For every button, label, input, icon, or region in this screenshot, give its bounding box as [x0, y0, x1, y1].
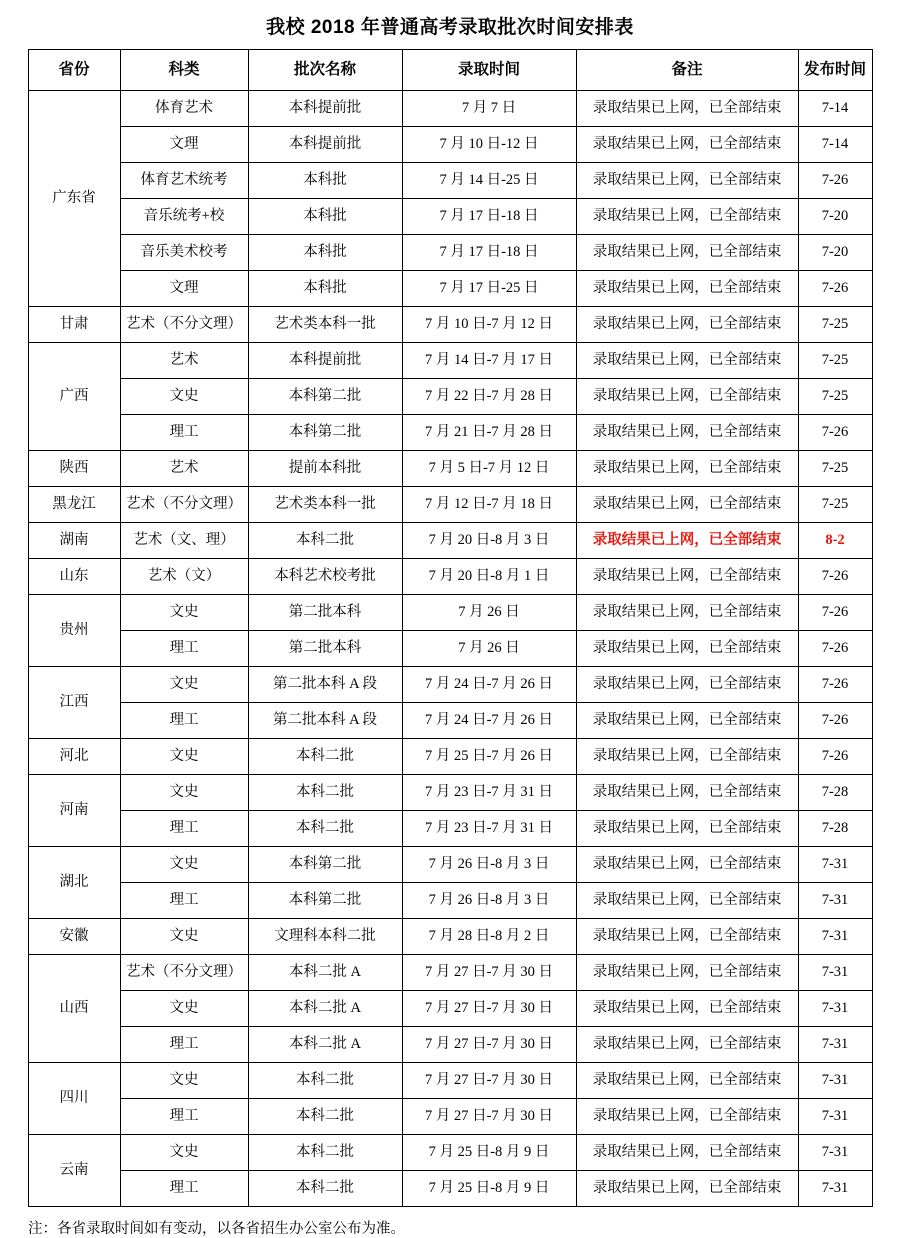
- cell-publish-date: 7-28: [798, 811, 872, 847]
- cell-note: 录取结果已上网，已全部结束: [576, 1027, 798, 1063]
- table-row: [28, 235, 872, 271]
- cell-time: 7 月 23 日-7 月 31 日: [402, 775, 576, 811]
- cell-category: 文史: [120, 595, 248, 631]
- cell-note: 录取结果已上网，已全部结束: [576, 955, 798, 991]
- table-header-row: [28, 50, 872, 91]
- table-row: [28, 523, 872, 559]
- cell-note: 录取结果已上网，已全部结束: [576, 199, 798, 235]
- table-row: [28, 91, 872, 127]
- cell-time: 7 月 24 日-7 月 26 日: [402, 703, 576, 739]
- cell-category: 艺术（不分文理）: [120, 955, 248, 991]
- column-header-batch: 批次名称: [248, 50, 402, 91]
- cell-publish-date: 7-31: [798, 991, 872, 1027]
- cell-category: 理工: [120, 883, 248, 919]
- cell-category: 理工: [120, 703, 248, 739]
- table-row: [28, 1099, 872, 1135]
- cell-category: 文史: [120, 775, 248, 811]
- table-row: [28, 1135, 872, 1171]
- cell-publish-date: 7-26: [798, 271, 872, 307]
- cell-category: 文史: [120, 667, 248, 703]
- cell-publish-date: 7-20: [798, 199, 872, 235]
- cell-time: 7 月 26 日-8 月 3 日: [402, 847, 576, 883]
- cell-time: 7 月 27 日-7 月 30 日: [402, 991, 576, 1027]
- cell-publish-date: 7-14: [798, 127, 872, 163]
- cell-time: 7 月 27 日-7 月 30 日: [402, 1063, 576, 1099]
- cell-province: 贵州: [28, 595, 120, 667]
- cell-publish-date: 7-31: [798, 1135, 872, 1171]
- cell-province: 陕西: [28, 451, 120, 487]
- cell-note: 录取结果已上网，已全部结束: [576, 1063, 798, 1099]
- cell-batch: 本科二批 A: [248, 955, 402, 991]
- cell-time: 7 月 28 日-8 月 2 日: [402, 919, 576, 955]
- cell-category: 理工: [120, 631, 248, 667]
- table-row: [28, 1171, 872, 1207]
- cell-batch: 本科二批: [248, 1135, 402, 1171]
- cell-note: 录取结果已上网，已全部结束: [576, 991, 798, 1027]
- table-row: [28, 919, 872, 955]
- table-row: [28, 379, 872, 415]
- table-row: [28, 307, 872, 343]
- admission-schedule-table: [28, 49, 873, 1207]
- cell-note: 录取结果已上网，已全部结束: [576, 667, 798, 703]
- cell-note: 录取结果已上网，已全部结束: [576, 235, 798, 271]
- cell-publish-date: 7-31: [798, 1063, 872, 1099]
- cell-batch: 本科二批: [248, 1099, 402, 1135]
- cell-province: 山西: [28, 955, 120, 1063]
- cell-publish-date: 7-26: [798, 631, 872, 667]
- cell-time: 7 月 27 日-7 月 30 日: [402, 1027, 576, 1063]
- cell-note: 录取结果已上网，已全部结束: [576, 739, 798, 775]
- column-header-publish: 发布时间: [798, 50, 872, 91]
- cell-province: 安徽: [28, 919, 120, 955]
- table-row: [28, 955, 872, 991]
- table-row: [28, 127, 872, 163]
- table-row: [28, 343, 872, 379]
- cell-note: 录取结果已上网，已全部结束: [576, 343, 798, 379]
- cell-time: 7 月 27 日-7 月 30 日: [402, 955, 576, 991]
- table-row: [28, 883, 872, 919]
- cell-time: 7 月 17 日-18 日: [402, 199, 576, 235]
- cell-publish-date: 7-26: [798, 703, 872, 739]
- cell-time: 7 月 27 日-7 月 30 日: [402, 1099, 576, 1135]
- cell-category: 艺术: [120, 451, 248, 487]
- cell-note: 录取结果已上网，已全部结束: [576, 1171, 798, 1207]
- cell-category: 艺术（不分文理）: [120, 307, 248, 343]
- cell-batch: 本科二批: [248, 775, 402, 811]
- cell-batch: 第二批本科: [248, 595, 402, 631]
- cell-category: 文理: [120, 271, 248, 307]
- cell-note: 录取结果已上网，已全部结束: [576, 847, 798, 883]
- cell-batch: 第二批本科 A 段: [248, 667, 402, 703]
- table-row: [28, 271, 872, 307]
- cell-time: 7 月 10 日-12 日: [402, 127, 576, 163]
- cell-category: 艺术: [120, 343, 248, 379]
- cell-time: 7 月 22 日-7 月 28 日: [402, 379, 576, 415]
- cell-note: 录取结果已上网，已全部结束: [576, 631, 798, 667]
- column-header-time: 录取时间: [402, 50, 576, 91]
- cell-batch: 本科批: [248, 199, 402, 235]
- cell-time: 7 月 26 日-8 月 3 日: [402, 883, 576, 919]
- table-row: [28, 415, 872, 451]
- cell-batch: 第二批本科: [248, 631, 402, 667]
- cell-batch: 本科二批: [248, 1171, 402, 1207]
- cell-publish-date: 7-26: [798, 415, 872, 451]
- cell-category: 艺术（文、理）: [120, 523, 248, 559]
- cell-publish-date: 7-31: [798, 955, 872, 991]
- cell-note: 录取结果已上网，已全部结束: [576, 775, 798, 811]
- cell-time: 7 月 26 日: [402, 595, 576, 631]
- cell-category: 文史: [120, 919, 248, 955]
- cell-time: 7 月 25 日-8 月 9 日: [402, 1171, 576, 1207]
- cell-category: 理工: [120, 1099, 248, 1135]
- cell-note: 录取结果已上网，已全部结束: [576, 1135, 798, 1171]
- cell-batch: 本科第二批: [248, 883, 402, 919]
- column-header-province: 省份: [28, 50, 120, 91]
- cell-category: 艺术（文）: [120, 559, 248, 595]
- cell-time: 7 月 20 日-8 月 1 日: [402, 559, 576, 595]
- cell-note: 录取结果已上网，已全部结束: [576, 163, 798, 199]
- table-body: [28, 91, 872, 1207]
- cell-time: 7 月 14 日-25 日: [402, 163, 576, 199]
- cell-publish-date: 7-26: [798, 163, 872, 199]
- page-title: 我校 2018 年普通高考录取批次时间安排表: [266, 17, 634, 38]
- table-header: [28, 50, 872, 91]
- cell-batch: 本科批: [248, 163, 402, 199]
- cell-time: 7 月 5 日-7 月 12 日: [402, 451, 576, 487]
- cell-note: 录取结果已上网，已全部结束: [576, 883, 798, 919]
- table-row: [28, 991, 872, 1027]
- cell-publish-date: 7-25: [798, 343, 872, 379]
- cell-category: 文史: [120, 379, 248, 415]
- cell-batch: 本科第二批: [248, 379, 402, 415]
- cell-publish-date: 7-26: [798, 667, 872, 703]
- table-row: [28, 163, 872, 199]
- cell-note: 录取结果已上网，已全部结束: [576, 379, 798, 415]
- cell-time: 7 月 10 日-7 月 12 日: [402, 307, 576, 343]
- cell-category: 音乐美术校考: [120, 235, 248, 271]
- cell-publish-date: 7-31: [798, 1099, 872, 1135]
- cell-category: 文史: [120, 739, 248, 775]
- table-row: [28, 487, 872, 523]
- table-row: [28, 451, 872, 487]
- column-header-category: 科类: [120, 50, 248, 91]
- cell-category: 理工: [120, 1027, 248, 1063]
- cell-time: 7 月 7 日: [402, 91, 576, 127]
- cell-note: 录取结果已上网，已全部结束: [576, 559, 798, 595]
- cell-province: 甘肃: [28, 307, 120, 343]
- cell-publish-date: 7-25: [798, 451, 872, 487]
- cell-category: 理工: [120, 811, 248, 847]
- cell-note: 录取结果已上网，已全部结束: [576, 703, 798, 739]
- cell-category: 文史: [120, 1135, 248, 1171]
- document-page: [0, 12, 900, 1237]
- cell-publish-date: 7-31: [798, 883, 872, 919]
- table-row: [28, 775, 872, 811]
- cell-batch: 本科批: [248, 271, 402, 307]
- cell-batch: 本科提前批: [248, 127, 402, 163]
- cell-province: 广西: [28, 343, 120, 451]
- cell-province: 江西: [28, 667, 120, 739]
- cell-time: 7 月 21 日-7 月 28 日: [402, 415, 576, 451]
- column-header-note: 备注: [576, 50, 798, 91]
- cell-province: 云南: [28, 1135, 120, 1207]
- cell-category: 音乐统考+校: [120, 199, 248, 235]
- cell-batch: 艺术类本科一批: [248, 487, 402, 523]
- cell-province: 广东省: [28, 91, 120, 307]
- cell-publish-date: 7-26: [798, 559, 872, 595]
- table-row: [28, 667, 872, 703]
- cell-note: 录取结果已上网，已全部结束: [576, 487, 798, 523]
- cell-time: 7 月 12 日-7 月 18 日: [402, 487, 576, 523]
- cell-province: 湖南: [28, 523, 120, 559]
- cell-province: 山东: [28, 559, 120, 595]
- cell-category: 理工: [120, 1171, 248, 1207]
- cell-publish-date: 7-14: [798, 91, 872, 127]
- cell-batch: 本科批: [248, 235, 402, 271]
- cell-publish-date: 7-25: [798, 307, 872, 343]
- table-row: [28, 703, 872, 739]
- cell-batch: 本科第二批: [248, 415, 402, 451]
- cell-batch: 本科二批: [248, 811, 402, 847]
- cell-note: 录取结果已上网，已全部结束: [576, 811, 798, 847]
- table-row: [28, 739, 872, 775]
- cell-province: 湖北: [28, 847, 120, 919]
- cell-time: 7 月 24 日-7 月 26 日: [402, 667, 576, 703]
- cell-time: 7 月 25 日-8 月 9 日: [402, 1135, 576, 1171]
- cell-category: 体育艺术统考: [120, 163, 248, 199]
- cell-batch: 本科提前批: [248, 91, 402, 127]
- cell-batch: 本科提前批: [248, 343, 402, 379]
- cell-province: 河北: [28, 739, 120, 775]
- cell-publish-date: 7-31: [798, 1027, 872, 1063]
- cell-publish-date: 7-20: [798, 235, 872, 271]
- cell-time: 7 月 25 日-7 月 26 日: [402, 739, 576, 775]
- cell-category: 文理: [120, 127, 248, 163]
- footnote: 注：各省录取时间如有变动，以各省招生办公室公布为准。: [28, 1221, 405, 1237]
- cell-batch: 本科第二批: [248, 847, 402, 883]
- cell-batch: 本科二批: [248, 523, 402, 559]
- table-row: [28, 595, 872, 631]
- cell-batch: 本科艺术校考批: [248, 559, 402, 595]
- cell-note: 录取结果已上网，已全部结束: [576, 595, 798, 631]
- cell-note: 录取结果已上网，已全部结束: [576, 451, 798, 487]
- cell-batch: 本科二批: [248, 1063, 402, 1099]
- cell-publish-date: 7-25: [798, 487, 872, 523]
- cell-batch: 第二批本科 A 段: [248, 703, 402, 739]
- cell-batch: 本科二批: [248, 739, 402, 775]
- cell-note: 录取结果已上网，已全部结束: [576, 415, 798, 451]
- cell-publish-date: 7-28: [798, 775, 872, 811]
- cell-time: 7 月 20 日-8 月 3 日: [402, 523, 576, 559]
- cell-category: 文史: [120, 847, 248, 883]
- cell-publish-date: 7-26: [798, 595, 872, 631]
- table-row: [28, 631, 872, 667]
- table-row: [28, 559, 872, 595]
- cell-time: 7 月 17 日-25 日: [402, 271, 576, 307]
- cell-time: 7 月 26 日: [402, 631, 576, 667]
- cell-province: 河南: [28, 775, 120, 847]
- cell-category: 艺术（不分文理）: [120, 487, 248, 523]
- cell-note: 录取结果已上网，已全部结束: [576, 919, 798, 955]
- cell-province: 四川: [28, 1063, 120, 1135]
- cell-publish-date: 7-25: [798, 379, 872, 415]
- table-row: [28, 847, 872, 883]
- cell-note: 录取结果已上网，已全部结束: [576, 1099, 798, 1135]
- cell-batch: 提前本科批: [248, 451, 402, 487]
- table-row: [28, 1063, 872, 1099]
- cell-publish-date: 7-31: [798, 847, 872, 883]
- cell-batch: 艺术类本科一批: [248, 307, 402, 343]
- table-row: [28, 1027, 872, 1063]
- cell-batch: 本科二批 A: [248, 991, 402, 1027]
- cell-note: 录取结果已上网，已全部结束: [576, 523, 798, 559]
- cell-publish-date: 7-31: [798, 1171, 872, 1207]
- cell-publish-date: 8-2: [798, 523, 872, 559]
- table-row: [28, 811, 872, 847]
- cell-publish-date: 7-26: [798, 739, 872, 775]
- cell-note: 录取结果已上网，已全部结束: [576, 307, 798, 343]
- cell-note: 录取结果已上网，已全部结束: [576, 271, 798, 307]
- cell-province: 黑龙江: [28, 487, 120, 523]
- cell-category: 体育艺术: [120, 91, 248, 127]
- cell-category: 文史: [120, 991, 248, 1027]
- cell-time: 7 月 14 日-7 月 17 日: [402, 343, 576, 379]
- cell-time: 7 月 17 日-18 日: [402, 235, 576, 271]
- cell-note: 录取结果已上网，已全部结束: [576, 91, 798, 127]
- cell-note: 录取结果已上网，已全部结束: [576, 127, 798, 163]
- cell-batch: 本科二批 A: [248, 1027, 402, 1063]
- cell-batch: 文理科本科二批: [248, 919, 402, 955]
- cell-category: 文史: [120, 1063, 248, 1099]
- table-row: [28, 199, 872, 235]
- cell-publish-date: 7-31: [798, 919, 872, 955]
- cell-time: 7 月 23 日-7 月 31 日: [402, 811, 576, 847]
- cell-category: 理工: [120, 415, 248, 451]
